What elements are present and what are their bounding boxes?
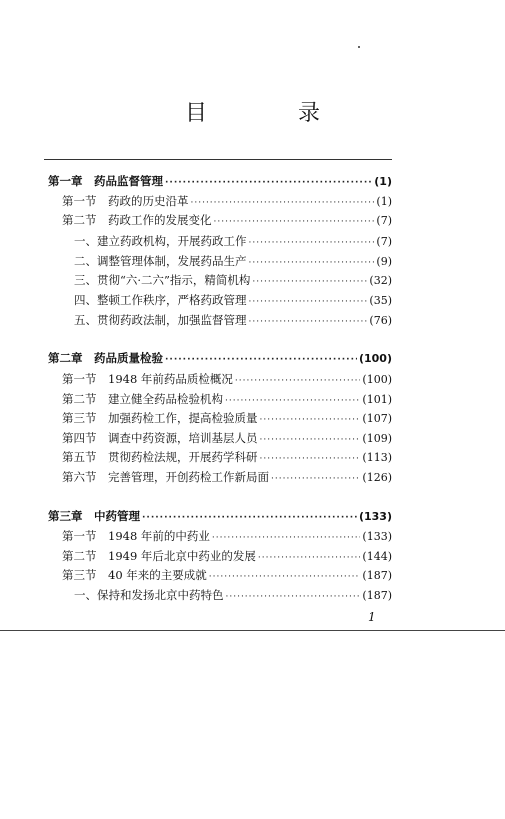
- toc-entry-page: (35): [369, 294, 392, 307]
- toc-entry[interactable]: [74, 312, 392, 330]
- toc-entry-title: 二、调整管理体制，发展药品生产: [74, 254, 247, 268]
- toc-entry-page: (7): [376, 235, 392, 248]
- toc-entry[interactable]: [62, 449, 392, 467]
- leader-dots: [260, 435, 361, 445]
- toc-entry[interactable]: [74, 233, 392, 251]
- toc-entry-title: 第三节 加强药检工作，提高检验质量: [62, 411, 258, 425]
- leader-dots: [225, 396, 360, 406]
- toc-entry[interactable]: [62, 193, 392, 211]
- toc-entry-page: (76): [369, 314, 392, 327]
- toc-entry-title: 第六节 完善管理，开创药检工作新局面: [62, 470, 269, 484]
- toc-entry[interactable]: [62, 371, 392, 389]
- leader-dots: [258, 553, 360, 563]
- toc-entry-title: 第一章 药品监督管理: [48, 174, 163, 188]
- leader-dots: [249, 297, 368, 307]
- toc-entry[interactable]: [48, 508, 392, 526]
- leader-dots: [212, 533, 360, 543]
- toc-entry[interactable]: [62, 469, 392, 487]
- toc-entry-page: (126): [362, 471, 392, 484]
- toc-entry[interactable]: [74, 587, 392, 605]
- leader-dots: [260, 415, 361, 425]
- toc-entry-page: (144): [362, 550, 392, 563]
- toc-entry[interactable]: [74, 253, 392, 271]
- toc-entry-title: 一、建立药政机构，开展药政工作: [74, 234, 247, 248]
- leader-dots: [191, 198, 375, 208]
- leader-dots: [142, 513, 357, 523]
- toc-entry-page: (109): [362, 432, 392, 445]
- leader-dots: [249, 238, 375, 248]
- toc-entry[interactable]: [62, 391, 392, 409]
- toc-entry-page: (1): [376, 195, 392, 208]
- leader-dots: [209, 572, 361, 582]
- toc-entry-title: 第二节 药政工作的发展变化: [62, 213, 212, 227]
- leader-dots: [249, 317, 368, 327]
- toc-entry[interactable]: [62, 548, 392, 566]
- toc-entry-title: 第二节 建立健全药品检验机构: [62, 392, 223, 406]
- toc-entry-page: (187): [362, 569, 392, 582]
- toc-entry[interactable]: [62, 528, 392, 546]
- toc-entry-title: 三、贯彻“六·二六”指示，精简机构: [74, 273, 251, 287]
- top-divider: [44, 159, 392, 160]
- leader-dots: [252, 277, 367, 287]
- toc-entry-title: 第四节 调查中药资源，培训基层人员: [62, 431, 258, 445]
- leader-dots: [165, 178, 372, 188]
- toc-entry[interactable]: [62, 410, 392, 428]
- toc-entry-page: (101): [362, 393, 392, 406]
- toc-entry-title: 第五节 贯彻药检法规，开展药学科研: [62, 450, 258, 464]
- toc-entry-title: 第三章 中药管理: [48, 509, 140, 523]
- toc-entry[interactable]: [48, 173, 392, 191]
- leader-dots: [271, 474, 360, 484]
- toc-entry[interactable]: [74, 292, 392, 310]
- toc-entry-page: (107): [362, 412, 392, 425]
- leader-dots: [249, 258, 375, 268]
- page-number: 1: [368, 610, 376, 624]
- toc-entry-page: (187): [362, 589, 392, 602]
- toc-entry-page: (133): [362, 530, 392, 543]
- toc-entry-page: (1): [374, 175, 392, 188]
- toc-entry-title: 第一节 药政的历史沿革: [62, 194, 189, 208]
- bottom-divider: [0, 630, 505, 631]
- toc-entry-page: (113): [362, 451, 392, 464]
- speck-mark: [358, 46, 360, 48]
- leader-dots: [165, 355, 357, 365]
- toc-entry-page: (100): [362, 373, 392, 386]
- toc-entry-page: (9): [376, 255, 392, 268]
- leader-dots: [260, 454, 361, 464]
- toc-entry-title: 第二节 1949 年后北京中药业的发展: [62, 549, 256, 563]
- toc-entry-page: (133): [358, 510, 392, 523]
- toc-entry-title: 四、整顿工作秩序，严格药政管理: [74, 293, 247, 307]
- toc-entry-page: (100): [358, 352, 392, 365]
- leader-dots: [226, 592, 361, 602]
- toc-entry-title: 一、保持和发扬北京中药特色: [74, 588, 224, 602]
- toc-entry[interactable]: [62, 567, 392, 585]
- toc-entry-title: 第一节 1948 年前药品质检概况: [62, 372, 233, 386]
- toc-entry-title: 第二章 药品质量检验: [48, 351, 163, 365]
- toc-entry-title: 五、贯彻药政法制，加强监督管理: [74, 313, 247, 327]
- page-title: 目 录: [185, 101, 362, 126]
- leader-dots: [235, 376, 360, 386]
- toc-entry[interactable]: [62, 430, 392, 448]
- toc-entry-page: (7): [376, 214, 392, 227]
- toc-entry[interactable]: [74, 272, 392, 290]
- leader-dots: [214, 217, 375, 227]
- toc-entry[interactable]: [48, 350, 392, 368]
- toc-entry[interactable]: [62, 212, 392, 230]
- toc-entry-page: (32): [369, 274, 392, 287]
- toc-entry-title: 第三节 40 年来的主要成就: [62, 568, 207, 582]
- toc-entry-title: 第一节 1948 年前的中药业: [62, 529, 210, 543]
